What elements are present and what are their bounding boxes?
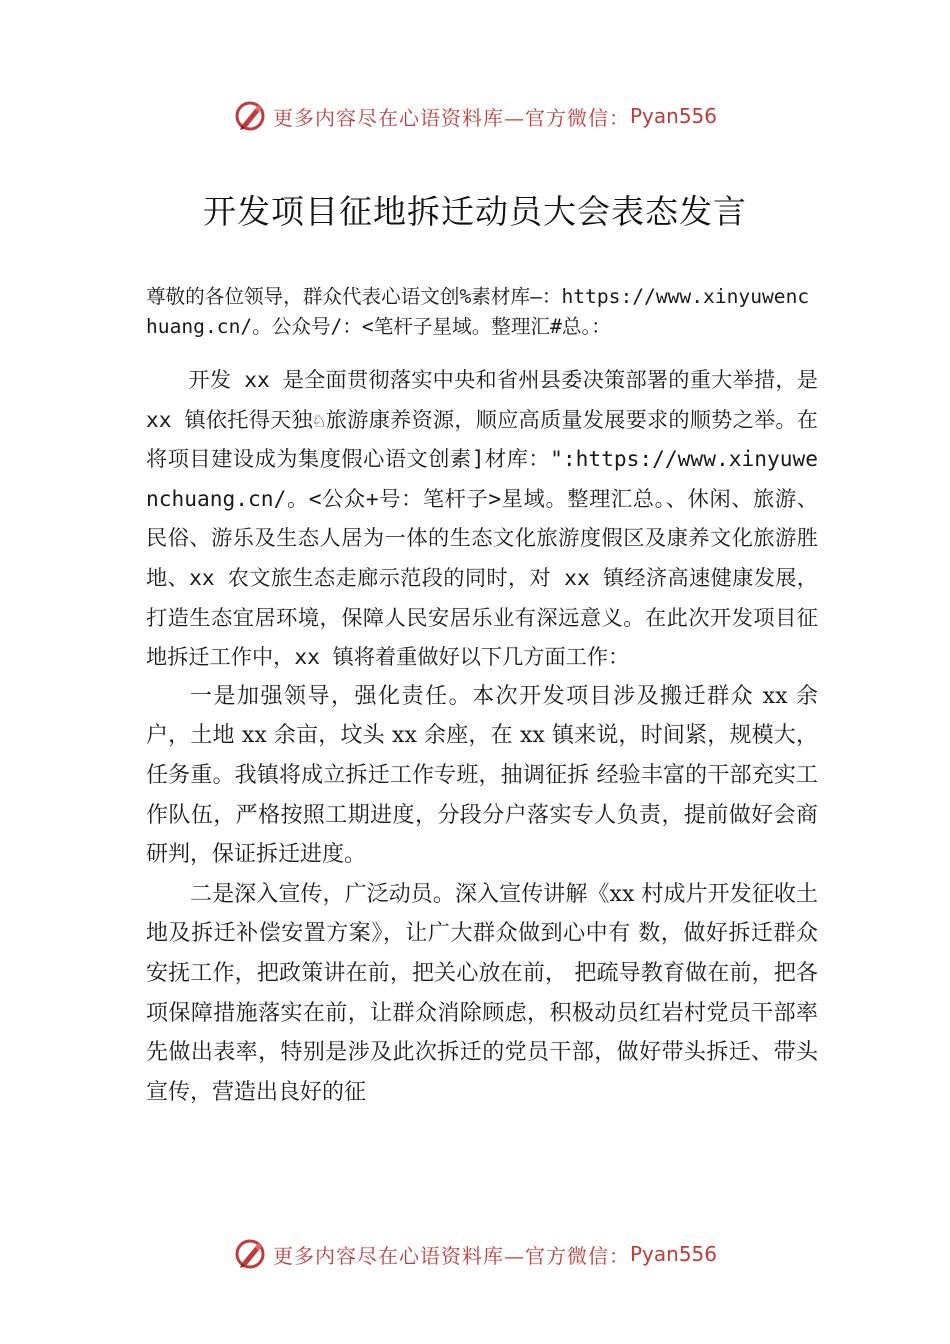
watermark-wechat-id: Pyan556 xyxy=(629,1242,717,1266)
watermark-text: 更多内容尽在心语资料库—官方微信： xyxy=(272,1243,630,1268)
paragraph-publicity: 二是深入宣传，广泛动员。深入宣传讲解《xx 村成片开发征收土地及拆迁补偿安置方案》，让广大群众做到心中有 数，做好拆迁群众安抚工作，把政策讲在前，把关心放在前， 把疏导教育做在前，把各项保障措施落实在前，让群众消除顾虑，积极动员红岩村党员干部率先做出表率，特别是涉及此次拆迁的党员干部，做好带头拆迁、带头宣传，营造出良好的征 xyxy=(146,881,818,1105)
document-body xyxy=(146,282,818,1112)
salutation-line: 尊敬的各位领导，群众代表心语文创%素材库—：https://www.xinyuwenchuang.cn/。公众号/：<笔杆子星域。整理汇#总。： xyxy=(146,285,810,338)
pen-logo-icon xyxy=(233,99,267,133)
footer-watermark xyxy=(0,1234,950,1274)
watermark-text: 更多内容尽在心语资料库—官方微信： xyxy=(272,105,630,130)
watermark-wechat-id: Pyan556 xyxy=(629,104,717,128)
paragraph-leadership: 一是加强领导，强化责任。本次开发项目涉及搬迁群众 xx 余户，土地 xx 余亩，坟头 xx 余座，在 xx 镇来说，时间紧，规模大，任务重。我镇将成立拆迁工作专班，抽调征拆 经验丰富的干部充实工作队伍，严格按照工期进度，分段分户落实专人负责，提前做好会商研判，保证拆迁进度。 xyxy=(146,683,818,868)
document-title: 开发项目征地拆迁动员大会表态发言 xyxy=(203,192,747,231)
paragraph-intro: 开发 xx 是全面贯彻落实中央和省州县委决策部署的重大举措，是 xx 镇依托得天独♘旅游康养资源，顺应高质量发展要求的顺势之举。在将项目建设成为集度假心语文创素]材库：":https://www.xinyuwenchuang.cn/。<公众+号：笔杆子>星域。整理汇总。、休闲、旅游、民俗、游乐及生态人居为一体的生态文化旅游度假区及康养文化旅游胜地、xx 农文旅生态走廊示范段的同时，对 xx 镇经济高速健康发展，打造生态宜居环境，保障人民安居乐业有深远意义。在此次开发项目征地拆迁工作中，xx 镇将着重做好以下几方面工作： xyxy=(146,367,818,670)
header-watermark xyxy=(0,96,950,136)
pen-logo-icon xyxy=(233,1237,267,1271)
